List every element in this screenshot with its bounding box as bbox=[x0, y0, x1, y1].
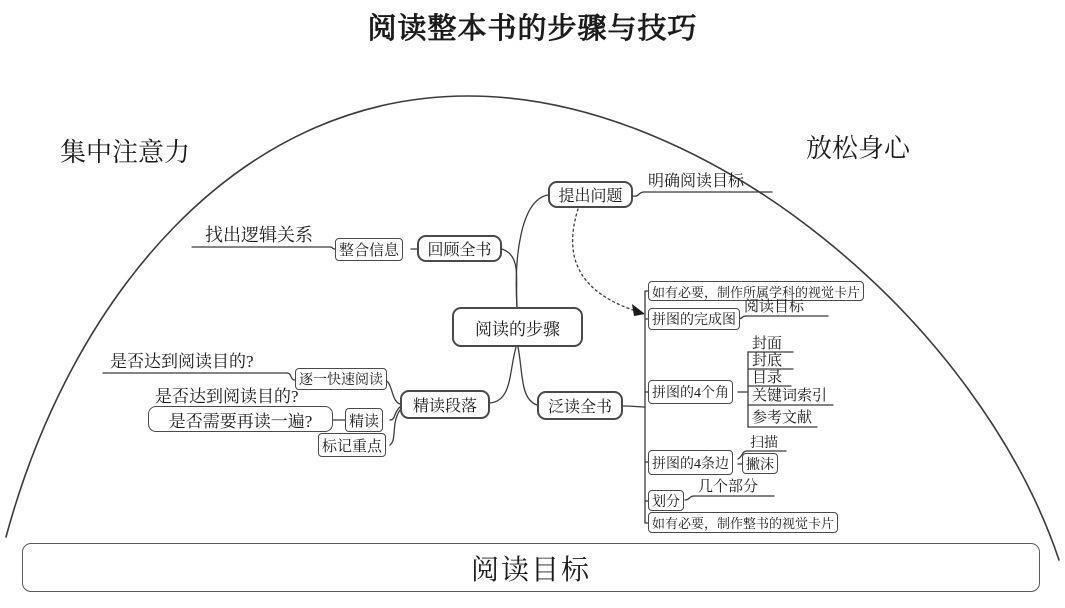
node-fengdi[interactable]: 封底 bbox=[752, 353, 783, 369]
node-piemo[interactable]: 撇沫 bbox=[742, 453, 778, 474]
node-biaoji-zhongdian[interactable]: 标记重点 bbox=[318, 433, 386, 457]
node-jingduduanluo[interactable]: 精读段落 bbox=[400, 390, 490, 419]
node-jige-bufen[interactable]: 几个部分 bbox=[698, 479, 759, 495]
node-huafen[interactable]: 划分 bbox=[648, 490, 684, 511]
node-tichuwenti[interactable]: 提出问题 bbox=[548, 181, 633, 208]
node-zhuyi-kuaisu[interactable]: 逐一快速阅读 bbox=[295, 368, 387, 390]
node-zhaochu-luoji[interactable]: 找出逻辑关系 bbox=[205, 225, 313, 245]
arrowhead bbox=[632, 304, 645, 316]
bottom-banner bbox=[22, 543, 1040, 592]
connector-root-huiguquanshu bbox=[502, 249, 517, 307]
node-saomiao[interactable]: 扫描 bbox=[750, 436, 778, 451]
node-huiguquanshu[interactable]: 回顾全书 bbox=[417, 235, 502, 262]
annotation-right: 放松身心 bbox=[806, 134, 911, 163]
connector-tichu-mingque bbox=[633, 192, 644, 196]
connector-root-tichuwenti bbox=[516, 195, 548, 307]
node-pintu-4-jiao[interactable]: 拼图的4个角 bbox=[648, 380, 733, 404]
node-yuedu-mubiao[interactable]: 阅读目标 bbox=[744, 299, 805, 315]
node-fanduquanshu[interactable]: 泛读全书 bbox=[537, 391, 623, 420]
bottom-banner-label: 阅读目标 bbox=[470, 554, 591, 586]
node-cankao-wenxian[interactable]: 参考文献 bbox=[752, 410, 813, 426]
node-question-2[interactable]: 是否达到阅读目的? bbox=[155, 387, 299, 406]
node-root[interactable]: 阅读的步骤 bbox=[452, 307, 583, 347]
node-jingdu[interactable]: 精读 bbox=[345, 408, 383, 432]
connector-zhuyi-q1 bbox=[287, 373, 295, 380]
node-zhengheinfo[interactable]: 整合信息 bbox=[335, 238, 403, 261]
node-mingque-mubiao[interactable]: 明确阅读目标 bbox=[648, 173, 745, 190]
node-pintu-wanchengtu[interactable]: 拼图的完成图 bbox=[648, 308, 740, 330]
node-visual-card-book[interactable]: 如有必要，制作整书的视觉卡片 bbox=[648, 512, 838, 533]
diagram-title: 阅读整本书的步骤与技巧 bbox=[367, 13, 698, 45]
connector-fandu-trunk bbox=[623, 406, 645, 407]
connector-root-fanduquanshu bbox=[518, 347, 537, 405]
node-question-1[interactable]: 是否达到阅读目的? bbox=[110, 352, 254, 371]
node-question-3[interactable]: 是否需要再读一遍? bbox=[148, 406, 333, 432]
node-guanjianci-suoyin[interactable]: 关键词索引 bbox=[752, 388, 828, 404]
node-mulu[interactable]: 目录 bbox=[752, 370, 783, 386]
connector-jingduduanluo-zhuyi bbox=[385, 380, 400, 404]
annotation-left: 集中注意力 bbox=[60, 138, 191, 167]
node-fengmian[interactable]: 封面 bbox=[752, 336, 783, 352]
dotted-relationship-arrow bbox=[573, 209, 633, 310]
node-pintu-4-bian[interactable]: 拼图的4条边 bbox=[648, 450, 733, 475]
connector-huafen-jige bbox=[685, 496, 694, 500]
connector-root-jingduduanluo bbox=[490, 347, 516, 403]
node-visual-card-subject[interactable]: 如有必要，制作所属学科的视觉卡片 bbox=[648, 281, 864, 301]
